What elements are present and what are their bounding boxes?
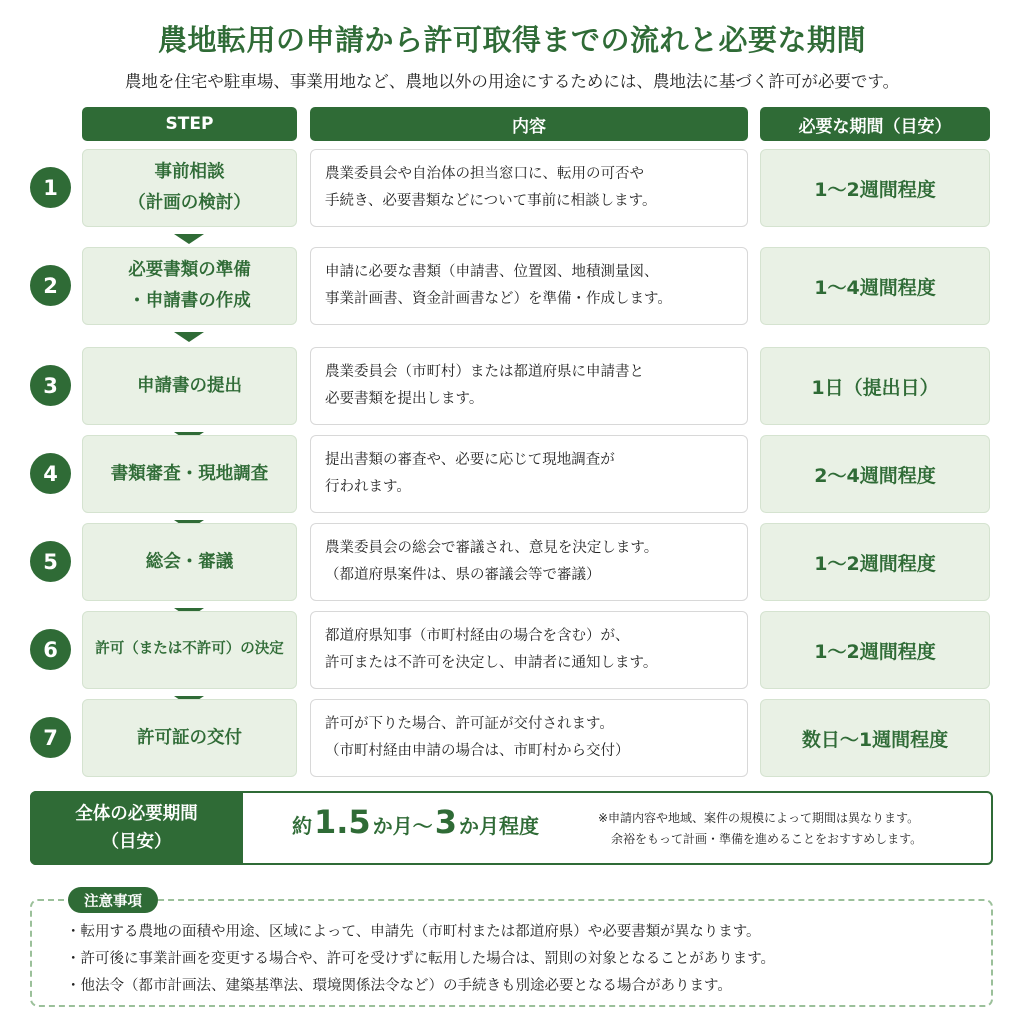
- step-name: [82, 149, 297, 227]
- step-content-text: 農業委員会や自治体の担当窓口に、転用の可否や 手続き、必要書類などについて事前に相談します。: [325, 166, 657, 209]
- total-prefix: 約: [292, 814, 312, 838]
- step-number-badge: 4: [30, 453, 71, 494]
- step-content-text: 都道府県知事（市町村経由の場合を含む）が、 許可または不許可を決定し、申請者に通知します。: [325, 628, 658, 671]
- step-name: [82, 435, 297, 513]
- note-item: ・許可後に事業計画を変更する場合や、許可を受けずに転用した場合は、罰則の対象となることがあります。: [66, 950, 776, 967]
- step-row: [0, 435, 1024, 513]
- step-period: 1～2週間程度: [760, 611, 990, 689]
- step-name-text: 書類審査・現地調査: [110, 463, 269, 484]
- header-content: 内容: [310, 107, 748, 141]
- total-label-line1: 全体の必要期間: [75, 804, 198, 824]
- page-subtitle: 農地を住宅や駐車場、事業用地など、農地以外の用途にするためには、農地法に基づく許可が必要です。: [124, 72, 900, 91]
- step-row: [0, 611, 1024, 689]
- header-step: STEP: [82, 107, 297, 141]
- step-number-badge: 3: [30, 365, 71, 406]
- step-row: [0, 149, 1024, 227]
- step-content: [310, 347, 748, 425]
- notes-title: 注意事項: [68, 887, 158, 913]
- step-row: [0, 247, 1024, 325]
- step-period: 1～2週間程度: [760, 523, 990, 601]
- step-number-badge: 1: [30, 167, 71, 208]
- total-period-label: [30, 791, 243, 865]
- step-row: [0, 699, 1024, 777]
- total-value2: 3: [434, 803, 457, 841]
- step-name-text: 申請書の提出: [137, 375, 242, 396]
- step-content-text: 許可が下りた場合、許可証が交付されます。 （市町村経由申請の場合は、市町村から交付）: [325, 716, 630, 759]
- total-value1: 1.5: [314, 803, 371, 841]
- step-name-text: 総会・審議: [145, 551, 234, 572]
- note-item: ・他法令（都市計画法、建築基準法、環境関係法令など）の手続きも別途必要となる場合があります。: [66, 977, 732, 994]
- header-period: 必要な期間（目安）: [760, 107, 990, 141]
- step-name: [82, 523, 297, 601]
- total-label-line2: （目安）: [101, 832, 172, 852]
- step-number-badge: 2: [30, 265, 71, 306]
- step-number-badge: 5: [30, 541, 71, 582]
- page-title: 農地転用の申請から許可取得までの流れと必要な期間: [157, 23, 866, 57]
- step-content: [310, 699, 748, 777]
- step-period: 1～2週間程度: [760, 149, 990, 227]
- step-number-badge: 6: [30, 629, 71, 670]
- step-name: [82, 699, 297, 777]
- step-content: [310, 435, 748, 513]
- note-item: ・転用する農地の面積や用途、区域によって、申請先（市町村または都道府県）や必要書類が異なります。: [66, 924, 761, 940]
- step-name-text: 事前相談 （計画の検討）: [128, 162, 251, 213]
- step-name-text: 許可（または不許可）の決定: [95, 641, 284, 658]
- step-content-text: 農業委員会の総会で審議され、意見を決定します。 （都道府県案件は、県の審議会等で審議）: [325, 540, 659, 583]
- total-note-line2: 余裕をもって計画・準備を進めることをおすすめします。: [611, 832, 923, 846]
- total-note: [598, 808, 988, 850]
- step-number-badge: 7: [30, 717, 71, 758]
- down-arrow-icon: [174, 234, 204, 244]
- step-name: [82, 247, 297, 325]
- step-name-text: 必要書類の準備 ・申請書の作成: [128, 260, 251, 311]
- step-period: 1日（提出日）: [760, 347, 990, 425]
- step-content: [310, 149, 748, 227]
- step-content: [310, 523, 748, 601]
- total-period-box: [30, 791, 993, 865]
- notes-list: [66, 919, 981, 999]
- total-note-line1: ※申請内容や地域、案件の規模によって期間は異なります。: [598, 811, 920, 825]
- step-row: [0, 347, 1024, 425]
- step-name-text: 許可証の交付: [137, 727, 242, 748]
- step-name: [82, 347, 297, 425]
- notes-box: [30, 893, 993, 1007]
- total-unit1: か月～: [372, 814, 433, 838]
- step-period: 数日～1週間程度: [760, 699, 990, 777]
- step-content-text: 提出書類の審査や、必要に応じて現地調査が 行われます。: [325, 452, 615, 495]
- total-unit2: か月程度: [458, 814, 539, 838]
- step-content-text: 申請に必要な書類（申請書、位置図、地積測量図、 事業計画書、資金計画書など）を準備・作成します。: [325, 264, 672, 307]
- down-arrow-icon: [174, 332, 204, 342]
- step-name: [82, 611, 297, 689]
- step-content-text: 農業委員会（市町村）または都道府県に申請書と 必要書類を提出します。: [325, 364, 644, 407]
- step-period: 2～4週間程度: [760, 435, 990, 513]
- step-content: [310, 611, 748, 689]
- step-row: [0, 523, 1024, 601]
- total-period-value: [292, 803, 539, 855]
- step-content: [310, 247, 748, 325]
- step-period: 1～4週間程度: [760, 247, 990, 325]
